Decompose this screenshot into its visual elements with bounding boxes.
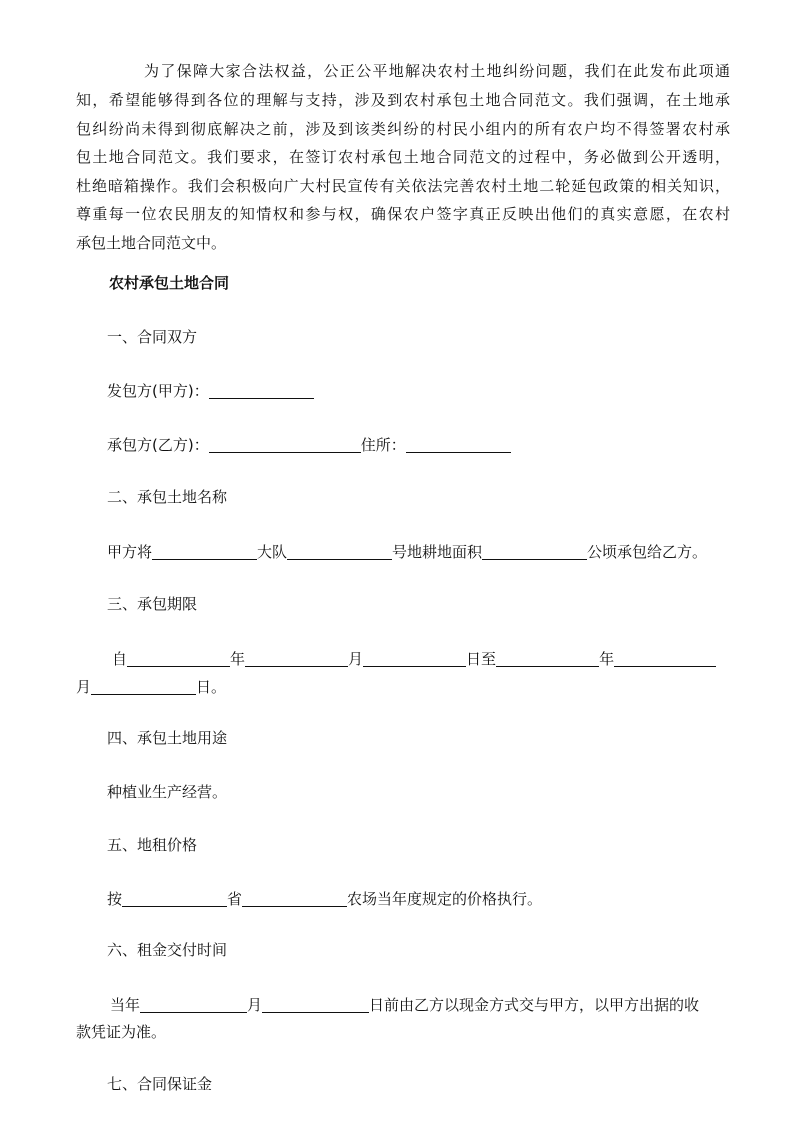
intro-line-7: 承包土地合同范文中。 — [76, 234, 227, 252]
party-a-blank — [209, 383, 314, 399]
intro-line-5: 杜绝暗箱操作。我们会积极向广大村民宣传有关依法完善农村土地二轮延包政策的相关知识， — [76, 177, 730, 195]
payment-day-blank — [262, 997, 369, 1013]
start-year-blank — [127, 651, 230, 667]
term-line-2 — [76, 679, 226, 695]
section-1-heading: 一、合同双方 — [107, 328, 198, 346]
address-label: 住所： — [360, 436, 406, 454]
term-from: 自 — [112, 650, 128, 668]
section-5-heading: 五、地租价格 — [107, 836, 198, 854]
end-year-blank — [496, 651, 599, 667]
section-4-heading: 四、承包土地用途 — [107, 729, 228, 747]
party-a-label: 发包方(甲方)： — [107, 382, 209, 400]
term-year: 年 — [230, 650, 246, 668]
farm-blank — [242, 891, 347, 907]
rent-price-line — [107, 891, 542, 907]
term-year-2: 年 — [599, 650, 615, 668]
land-name-line — [107, 544, 707, 560]
intro-line-3: 包纠纷尚未得到彻底解决之前，涉及到该类纠纷的村民小组内的所有农户均不得签署农村承 — [76, 120, 730, 138]
land-text-3: 号地耕地面积 — [392, 543, 483, 561]
payment-month-blank — [140, 997, 247, 1013]
intro-line-4: 包土地合同范文。我们要求，在签订农村承包土地合同范文的过程中，务必做到公开透明， — [76, 148, 730, 166]
term-line-1 — [112, 651, 716, 667]
payment-month: 月 — [247, 996, 263, 1014]
price-text: 农场当年度规定的价格执行。 — [347, 890, 543, 908]
end-day-blank — [91, 679, 196, 695]
term-day-2: 日。 — [196, 678, 227, 696]
plot-blank — [287, 544, 392, 560]
term-month-2: 月 — [76, 678, 92, 696]
land-use-text: 种植业生产经营。 — [107, 783, 228, 801]
party-b-label: 承包方(乙方)： — [107, 436, 209, 454]
land-text-2: 大队 — [257, 543, 288, 561]
section-7-heading: 七、合同保证金 — [107, 1075, 213, 1093]
term-month: 月 — [348, 650, 364, 668]
party-a-line — [107, 383, 314, 399]
intro-line-2: 知，希望能够得到各位的理解与支持，涉及到农村承包土地合同范文。我们强调，在土地承 — [76, 91, 730, 109]
section-6-heading: 六、租金交付时间 — [107, 941, 228, 959]
section-3-heading: 三、承包期限 — [107, 595, 198, 613]
payment-year: 当年 — [110, 996, 141, 1014]
payment-text-1: 日前由乙方以现金方式交与甲方，以甲方出据的收 — [369, 996, 700, 1014]
term-day-to: 日至 — [466, 650, 497, 668]
intro-line-6: 尊重每一位农民朋友的知情权和参与权，确保农户签字真正反映出他们的真实意愿，在农村 — [76, 205, 730, 223]
party-b-line — [107, 437, 511, 453]
area-blank — [482, 544, 587, 560]
section-2-heading: 二、承包土地名称 — [107, 488, 228, 506]
payment-line-2: 款凭证为准。 — [76, 1023, 167, 1041]
address-blank — [406, 437, 511, 453]
land-text-1: 甲方将 — [107, 543, 153, 561]
land-text-4: 公顷承包给乙方。 — [587, 543, 708, 561]
price-province: 省 — [227, 890, 243, 908]
end-month-blank-a — [614, 651, 716, 667]
payment-line-1 — [110, 997, 699, 1013]
price-by: 按 — [107, 890, 123, 908]
start-day-blank — [363, 651, 466, 667]
team-blank — [152, 544, 257, 560]
party-b-blank — [209, 437, 361, 453]
contract-title: 农村承包土地合同 — [109, 274, 230, 292]
intro-line-1: 为了保障大家合法权益，公正公平地解决农村土地纠纷问题，我们在此发布此项通 — [144, 62, 730, 80]
start-month-blank — [245, 651, 348, 667]
province-blank — [122, 891, 227, 907]
